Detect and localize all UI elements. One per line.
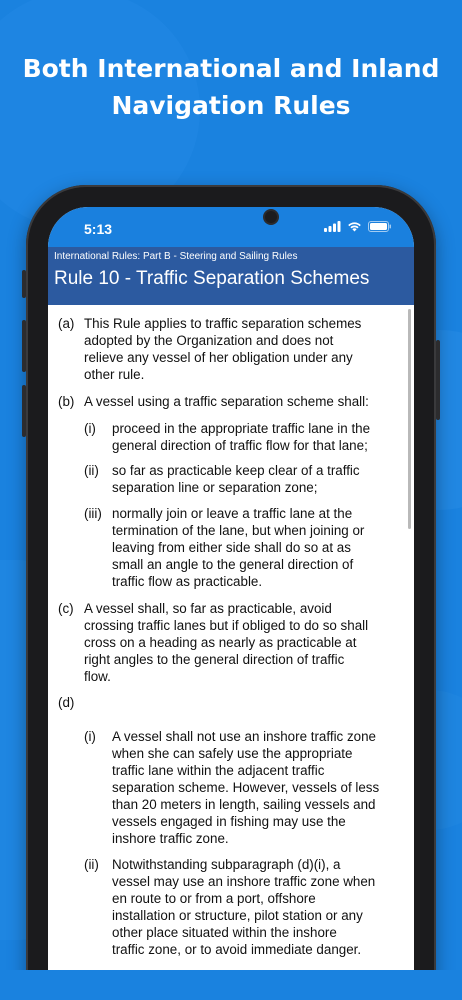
subparagraph-b-ii [84, 462, 404, 496]
front-camera [265, 211, 277, 223]
bottom-band [0, 970, 462, 1000]
paragraph-d [58, 694, 404, 711]
promo-headline [0, 50, 462, 124]
text-line: A vessel shall, so far as practicable, avoid [84, 601, 332, 616]
subparagraph-text [112, 728, 404, 847]
paragraph-text [84, 600, 404, 685]
text-line: other place situated within the inshore [112, 925, 337, 940]
text-line: Notwithstanding subparagraph (d)(i), a [112, 857, 341, 872]
text-line: installation or structure, pilot station or any [112, 908, 363, 923]
text-line: adopted by the Organization and does not [84, 333, 334, 348]
text-line: small an angle to the general direction of [112, 557, 354, 572]
battery-icon [368, 221, 392, 232]
volume-down-button [22, 385, 26, 437]
status-time: 5:13 [84, 221, 113, 237]
paragraph-text [84, 315, 404, 383]
text-line: leaving from either side shall do so at as [112, 540, 351, 555]
paragraph-label: (d) [58, 695, 75, 710]
text-line: general direction of traffic flow for that lane; [112, 438, 368, 453]
subparagraph-b-i [84, 420, 404, 454]
text-line: en route to or from a port, offshore [112, 891, 316, 906]
text-line: crossing traffic lanes but if obliged to do so shall [84, 618, 369, 633]
text-line: inshore traffic zone. [112, 831, 229, 846]
subparagraph-text [112, 856, 404, 958]
volume-up-button [22, 320, 26, 372]
paragraph-label: (c) [58, 601, 74, 616]
rule-header [48, 247, 414, 305]
paragraph-a [58, 315, 404, 383]
power-button [436, 340, 440, 420]
text-line: cross on a heading as nearly as practicable at [84, 635, 357, 650]
text-line: proceed in the appropriate traffic lane in the [112, 421, 371, 436]
wifi-icon [347, 221, 362, 232]
status-icons [324, 221, 392, 232]
text-line: relieve any vessel of her obligation under any [84, 350, 353, 365]
promo-headline-line2: Navigation Rules [111, 91, 351, 120]
paragraph-c [58, 600, 404, 685]
text-line: This Rule applies to traffic separation schemes [84, 316, 362, 331]
text-line: A vessel using a traffic separation scheme shall: [84, 394, 369, 409]
promo-headline-line1: Both International and Inland [22, 54, 440, 83]
text-line: other rule. [84, 367, 145, 382]
signal-bars-icon [324, 221, 341, 232]
text-line: A vessel shall not use an inshore traffic zone [112, 729, 377, 744]
subparagraph-label: (ii) [84, 857, 99, 872]
subparagraph-text [112, 462, 404, 496]
text-line: so far as practicable keep clear of a traffic [112, 463, 360, 478]
text-line: than 20 meters in length, sailing vessels and [112, 797, 376, 812]
paragraph-label: (b) [58, 394, 75, 409]
text-line: normally join or leave a traffic lane at the [112, 506, 353, 521]
subparagraph-label: (iii) [84, 506, 102, 521]
mute-switch [22, 270, 26, 298]
text-line: traffic zone, or to avoid immediate danger. [112, 942, 362, 957]
text-line: vessel may use an inshore traffic zone when [112, 874, 376, 889]
page-title: Rule 10 - Traffic Separation Schemes [54, 268, 370, 289]
text-line: traffic flow as practicable. [112, 574, 263, 589]
subparagraph-text [112, 505, 404, 590]
subparagraph-d-i [84, 728, 404, 847]
status-bar [48, 207, 414, 247]
subparagraph-d-ii [84, 856, 404, 958]
subparagraph-label: (ii) [84, 463, 99, 478]
text-line: flow. [84, 669, 111, 684]
text-line: vessels engaged in fishing may use the [112, 814, 346, 829]
paragraph-label: (a) [58, 316, 75, 331]
paragraph-text [84, 393, 404, 410]
text-line: right angles to the general direction of traffic [84, 652, 345, 667]
text-line: termination of the lane, but when joining or [112, 523, 365, 538]
text-line: separation line or separation zone; [112, 480, 318, 495]
subparagraph-b-iii [84, 505, 404, 590]
paragraph-b [58, 393, 404, 410]
breadcrumb: International Rules: Part B - Steering and Sailing Rules [54, 251, 298, 262]
subparagraph-text [112, 420, 404, 454]
phone-screen [48, 207, 414, 1000]
text-line: traffic lane within the adjacent traffic [112, 763, 325, 778]
subparagraph-label: (i) [84, 421, 96, 436]
text-line: when she can safely use the appropriate [112, 746, 353, 761]
text-line: separation scheme. However, vessels of less [112, 780, 380, 795]
rule-text-content[interactable] [48, 305, 414, 1000]
scrollbar[interactable] [408, 309, 411, 529]
subparagraph-label: (i) [84, 729, 96, 744]
